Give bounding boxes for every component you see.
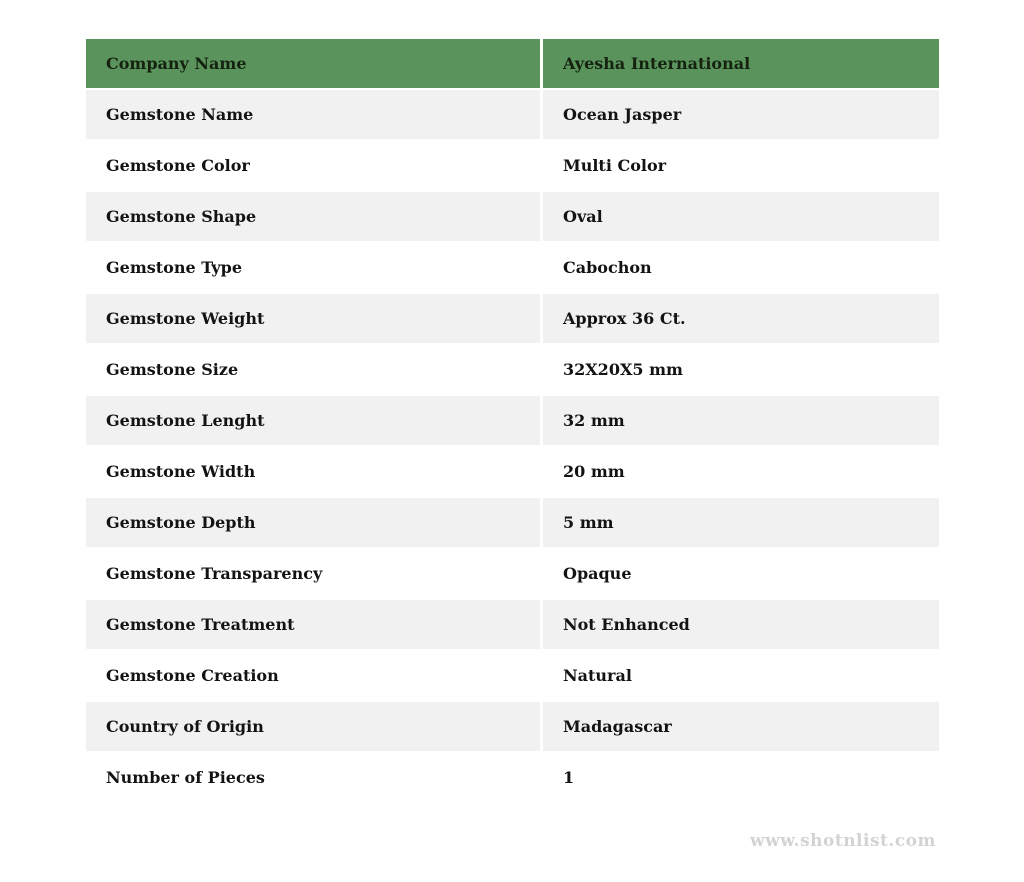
watermark-text: www.shotnlist.com [749,831,936,851]
row-value-gemstone-shape: Oval [543,192,939,241]
row-label-gemstone-creation: Gemstone Creation [86,651,540,700]
row-value-gemstone-transparency: Opaque [543,549,939,598]
gemstone-spec-table [86,39,939,802]
row-value-country-of-origin: Madagascar [543,702,939,751]
row-label-gemstone-type: Gemstone Type [86,243,540,292]
row-value-gemstone-depth: 5 mm [543,498,939,547]
row-label-country-of-origin: Country of Origin [86,702,540,751]
row-label-number-of-pieces: Number of Pieces [86,753,540,802]
row-value-gemstone-type: Cabochon [543,243,939,292]
row-value-gemstone-lenght: 32 mm [543,396,939,445]
row-label-gemstone-weight: Gemstone Weight [86,294,540,343]
row-value-gemstone-creation: Natural [543,651,939,700]
row-value-gemstone-width: 20 mm [543,447,939,496]
table-header-company-value: Ayesha International [543,39,939,88]
row-label-gemstone-lenght: Gemstone Lenght [86,396,540,445]
row-value-gemstone-size: 32X20X5 mm [543,345,939,394]
row-value-gemstone-color: Multi Color [543,141,939,190]
row-label-gemstone-treatment: Gemstone Treatment [86,600,540,649]
row-label-gemstone-depth: Gemstone Depth [86,498,540,547]
row-label-gemstone-width: Gemstone Width [86,447,540,496]
table-header-company-label: Company Name [86,39,540,88]
row-value-gemstone-treatment: Not Enhanced [543,600,939,649]
row-label-gemstone-name: Gemstone Name [86,90,540,139]
row-label-gemstone-transparency: Gemstone Transparency [86,549,540,598]
row-value-gemstone-name: Ocean Jasper [543,90,939,139]
row-label-gemstone-color: Gemstone Color [86,141,540,190]
row-label-gemstone-shape: Gemstone Shape [86,192,540,241]
row-value-number-of-pieces: 1 [543,753,939,802]
row-value-gemstone-weight: Approx 36 Ct. [543,294,939,343]
row-label-gemstone-size: Gemstone Size [86,345,540,394]
